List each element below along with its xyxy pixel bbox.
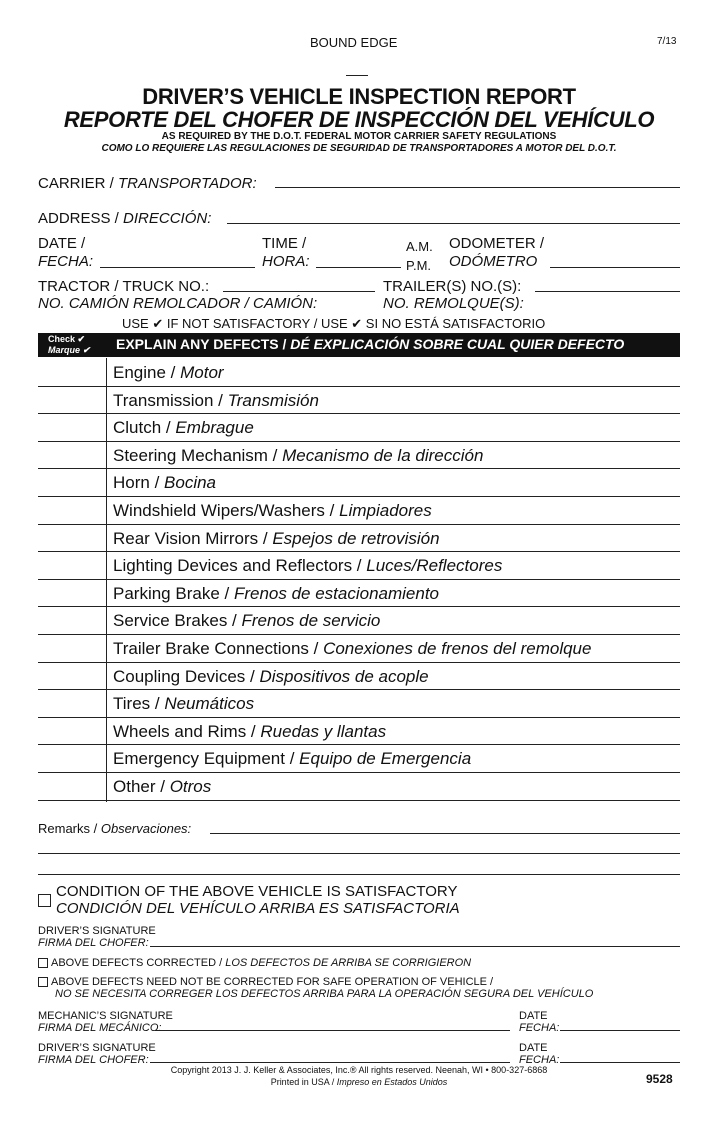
defects-header-bar xyxy=(38,333,680,357)
carrier-label: CARRIER / TRANSPORTADOR: xyxy=(38,175,257,192)
mechanic-date-label: DATE FECHA: xyxy=(519,1010,560,1034)
inspection-item-label: Wheels and Rims / Ruedas y llantas xyxy=(113,721,387,741)
check-cell[interactable] xyxy=(38,358,106,386)
inspection-item-label: Engine / Motor xyxy=(113,363,224,382)
time-label: TIME / HORA: xyxy=(262,235,310,270)
inspection-item-row xyxy=(38,717,680,746)
explain-defects-header: EXPLAIN ANY DEFECTS / DÉ EXPLICACIÓN SOBRE CUAL QUIER DEFECTO xyxy=(116,336,625,352)
inspection-item-label: Service Brakes / Frenos de servicio xyxy=(113,611,381,631)
inspection-item-row xyxy=(38,689,680,718)
inspection-item-row xyxy=(38,744,680,773)
inspection-item-row xyxy=(38,606,680,635)
date-input-line[interactable] xyxy=(100,267,255,268)
inspection-item-label: Trailer Brake Connections / Conexiones de frenos del remolque xyxy=(113,639,592,658)
check-column-header: Check ✔ Marque ✔ xyxy=(48,334,91,355)
inspection-item-label: Lighting Devices and Reflectors / Luces/Reflectores xyxy=(113,556,503,576)
date-label: DATE / FECHA: xyxy=(38,235,94,270)
defects-not-needed-checkbox[interactable] xyxy=(38,977,48,987)
driver-signature-label-1: DRIVER’S SIGNATURE FIRMA DEL CHOFER: xyxy=(38,925,156,949)
trailer-input-line[interactable] xyxy=(535,291,680,292)
inspection-item-row xyxy=(38,413,680,442)
copyright-notice: Copyright 2013 J. J. Keller & Associates, Inc.® All rights reserved. Neenah, WI • 800-327-6868 xyxy=(170,1065,548,1075)
driver-signature-label-2: DRIVER’S SIGNATURE FIRMA DEL CHOFER: xyxy=(38,1042,156,1066)
driver-signature-line-1[interactable] xyxy=(150,946,680,947)
time-input-line[interactable] xyxy=(316,267,401,268)
check-cell[interactable] xyxy=(38,744,106,772)
remarks-input-line-3[interactable] xyxy=(38,874,680,875)
driver-date-label: DATE FECHA: xyxy=(519,1042,560,1066)
check-column-divider xyxy=(106,358,107,802)
check-cell[interactable] xyxy=(38,772,106,800)
bound-edge-label: BOUND EDGE xyxy=(310,35,398,50)
inspection-item-row xyxy=(38,468,680,497)
satisfactory-checkbox[interactable] xyxy=(38,894,51,907)
check-cell[interactable] xyxy=(38,441,106,469)
revision-label: 7/13 xyxy=(657,36,677,47)
inspection-item-row xyxy=(38,634,680,663)
defects-not-needed-label: ABOVE DEFECTS NEED NOT BE CORRECTED FOR SAFE OPERATION OF VEHICLE / NO SE NECESITA CORREGER LOS DEFECTOS ARRIBA PARA LA OPERACIÓN SEGURA DEL VEHÍCULO xyxy=(51,976,594,1000)
mechanic-signature-label: MECHANIC’S SIGNATURE FIRMA DEL MECÁNICO: xyxy=(38,1010,173,1034)
inspection-item-label: Coupling Devices / Dispositivos de acople xyxy=(113,666,429,686)
inspection-item-row xyxy=(38,772,680,801)
check-cell[interactable] xyxy=(38,524,106,552)
check-cell[interactable] xyxy=(38,386,106,414)
defects-corrected-checkbox[interactable] xyxy=(38,958,48,968)
tractor-input-line[interactable] xyxy=(223,291,375,292)
condition-statement: CONDITION OF THE ABOVE VEHICLE IS SATISFACTORY CONDICIÓN DEL VEHÍCULO ARRIBA ES SATISFACTORIA xyxy=(56,883,460,917)
remarks-input-line-1[interactable] xyxy=(210,833,680,834)
check-cell[interactable] xyxy=(38,689,106,717)
carrier-input-line[interactable] xyxy=(275,187,680,188)
check-cell[interactable] xyxy=(38,496,106,524)
inspection-item-label: Emergency Equipment / Equipo de Emergencia xyxy=(113,749,472,769)
am-pm-label: A.M. P.M. xyxy=(406,239,433,273)
inspection-item-row xyxy=(38,386,680,415)
remarks-input-line-2[interactable] xyxy=(38,853,680,854)
mechanic-signature-line[interactable] xyxy=(155,1030,510,1031)
inspection-item-label: Transmission / Transmisión xyxy=(113,390,319,410)
odometer-label: ODOMETER / ODÓMETRO xyxy=(449,235,545,270)
check-cell[interactable] xyxy=(38,662,106,690)
inspection-item-label: Tires / Neumáticos xyxy=(113,694,255,714)
title-english: DRIVER’S VEHICLE INSPECTION REPORT xyxy=(142,84,576,109)
inspection-item-row xyxy=(38,579,680,608)
title-spanish: REPORTE DEL CHOFER DE INSPECCIÓN DEL VEHÍCULO xyxy=(63,107,655,132)
inspection-item-row xyxy=(38,551,680,580)
check-cell[interactable] xyxy=(38,717,106,745)
mechanic-date-line[interactable] xyxy=(560,1030,680,1031)
inspection-item-row xyxy=(38,441,680,470)
printed-notice: Printed in USA / Impreso en Estados Unidos xyxy=(270,1077,448,1087)
tractor-label: TRACTOR / TRUCK NO.: NO. CAMIÓN REMOLCADOR / CAMIÓN: xyxy=(38,278,318,312)
check-cell[interactable] xyxy=(38,634,106,662)
check-cell[interactable] xyxy=(38,468,106,496)
check-instruction: USE ✔ IF NOT SATISFACTORY / USE ✔ SI NO ESTÁ SATISFACTORIO xyxy=(122,316,546,331)
address-label: ADDRESS / DIRECCIÓN: xyxy=(38,210,212,227)
regulation-spanish: COMO LO REQUIERE LAS REGULACIONES DE SEGURIDAD DE TRANSPORTADORES A MOTOR DEL D.O.T. xyxy=(101,143,617,154)
check-cell[interactable] xyxy=(38,413,106,441)
trailer-label: TRAILER(S) NO.(S): NO. REMOLQUE(S): xyxy=(383,278,524,312)
inspection-item-label: Parking Brake / Frenos de estacionamiento xyxy=(113,583,440,603)
inspection-item-label: Windshield Wipers/Washers / Limpiadores xyxy=(113,501,432,520)
inspection-item-row xyxy=(38,358,680,387)
defects-corrected-label: ABOVE DEFECTS CORRECTED / LOS DEFECTOS DE ARRIBA SE CORRIGIERON xyxy=(51,957,472,969)
bound-edge-mark xyxy=(346,75,368,76)
inspection-item-row xyxy=(38,524,680,553)
form-number: 9528 xyxy=(646,1072,673,1086)
inspection-item-row xyxy=(38,496,680,525)
inspection-item-label: Horn / Bocina xyxy=(113,473,217,493)
inspection-item-label: Clutch / Embrague xyxy=(113,418,254,438)
odometer-input-line[interactable] xyxy=(550,267,680,268)
regulation-english: AS REQUIRED BY THE D.O.T. FEDERAL MOTOR CARRIER SAFETY REGULATIONS xyxy=(161,131,557,142)
check-cell[interactable] xyxy=(38,579,106,607)
check-cell[interactable] xyxy=(38,606,106,634)
remarks-label: Remarks / Observaciones: xyxy=(38,821,192,836)
driver-date-line[interactable] xyxy=(560,1062,680,1063)
address-input-line[interactable] xyxy=(227,223,680,224)
driver-signature-line-2[interactable] xyxy=(150,1062,510,1063)
check-cell[interactable] xyxy=(38,551,106,579)
inspection-item-row xyxy=(38,662,680,691)
inspection-item-label: Other / Otros xyxy=(113,777,212,796)
inspection-item-label: Rear Vision Mirrors / Espejos de retrovisión xyxy=(113,528,440,548)
inspection-item-label: Steering Mechanism / Mecanismo de la dirección xyxy=(113,445,484,465)
